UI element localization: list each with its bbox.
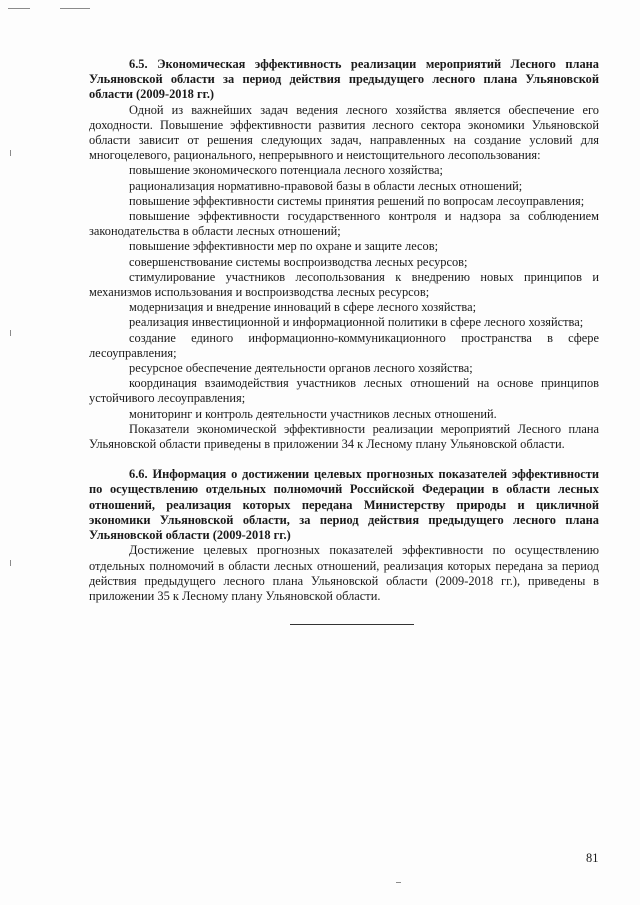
task-item: стимулирование участников лесопользования к внедрению новых принципов и механизмов использования и воспроизводства лесных ресурсов; <box>89 269 599 300</box>
task-item: ресурсное обеспечение деятельности органов лесного хозяйства; <box>129 361 473 376</box>
section-6-6-heading: 6.6. Информация о достижении целевых прогнозных показателей эффективности по осуществлению отдельных полномочий Российской Федерации в области лесных отношений, реализация которых передана Министерству природы и цикличной экономики Ульяновской области, за период действия предыдущего лесного плана Ульяновской области (2009-2018 гг.) <box>89 467 599 543</box>
scan-mark <box>8 8 30 9</box>
scan-mark <box>10 330 11 336</box>
section-6-6-body: Достижение целевых прогнозных показателей эффективности по осуществлению отдельных полномочий в области лесных отношений, реализация которых передана за период действия предыдущего лесного плана Ульяновской области (2009-2018 гг.), приведены в приложении 35 к Лесному плану Ульяновской области. <box>89 543 599 603</box>
page-number: 81 <box>586 851 599 865</box>
section-6-5-intro: Одной из важнейших задач ведения лесного хозяйства является обеспечение его доходности. Повышение эффективности развития лесного сектора экономики Ульяновской области зависит от решения следующих задач, направленных на создание условий для многоцелевого, рационального, непрерывного и неистощительного лесопользования: <box>89 102 599 163</box>
task-item: рационализация нормативно-правовой базы в области лесных отношений; <box>129 178 523 193</box>
section-gap <box>89 452 599 467</box>
task-item: реализация инвестиционной и информационной политики в сфере лесного хозяйства; <box>129 315 584 330</box>
section-6-5-closing: Показатели экономической эффективности реализации мероприятий Лесного плана Ульяновской области приведены в приложении 34 к Лесному плану Ульяновской области. <box>89 421 599 452</box>
section-6-5-heading: 6.5. Экономическая эффективность реализации мероприятий Лесного плана Ульяновской области за период действия предыдущего лесного плана Ульяновской области (2009-2018 гг.) <box>89 57 599 102</box>
scan-mark <box>396 882 401 883</box>
task-item: совершенствование системы воспроизводства лесных ресурсов; <box>129 254 468 269</box>
end-divider <box>290 624 414 625</box>
task-item: координация взаимодействия участников лесных отношений на основе принципов устойчивого лесоуправления; <box>89 376 599 406</box>
scan-mark <box>10 150 11 156</box>
task-item: повышение эффективности системы принятия решений по вопросам лесоуправления; <box>129 193 585 208</box>
task-item: мониторинг и контроль деятельности участников лесных отношений. <box>129 406 497 421</box>
task-item: модернизация и внедрение инноваций в сфере лесного хозяйства; <box>129 300 477 315</box>
scan-mark <box>60 8 90 9</box>
task-item: повышение эффективности мер по охране и защите лесов; <box>129 239 439 254</box>
task-item: создание единого информационно-коммуникационного пространства в сфере лесоуправления; <box>89 330 599 360</box>
scan-mark <box>10 560 11 566</box>
task-item: повышение экономического потенциала лесного хозяйства; <box>129 163 443 178</box>
task-item: повышение эффективности государственного контроля и надзора за соблюдением законодательства в области лесных отношений; <box>89 209 599 239</box>
document-content <box>89 57 599 604</box>
